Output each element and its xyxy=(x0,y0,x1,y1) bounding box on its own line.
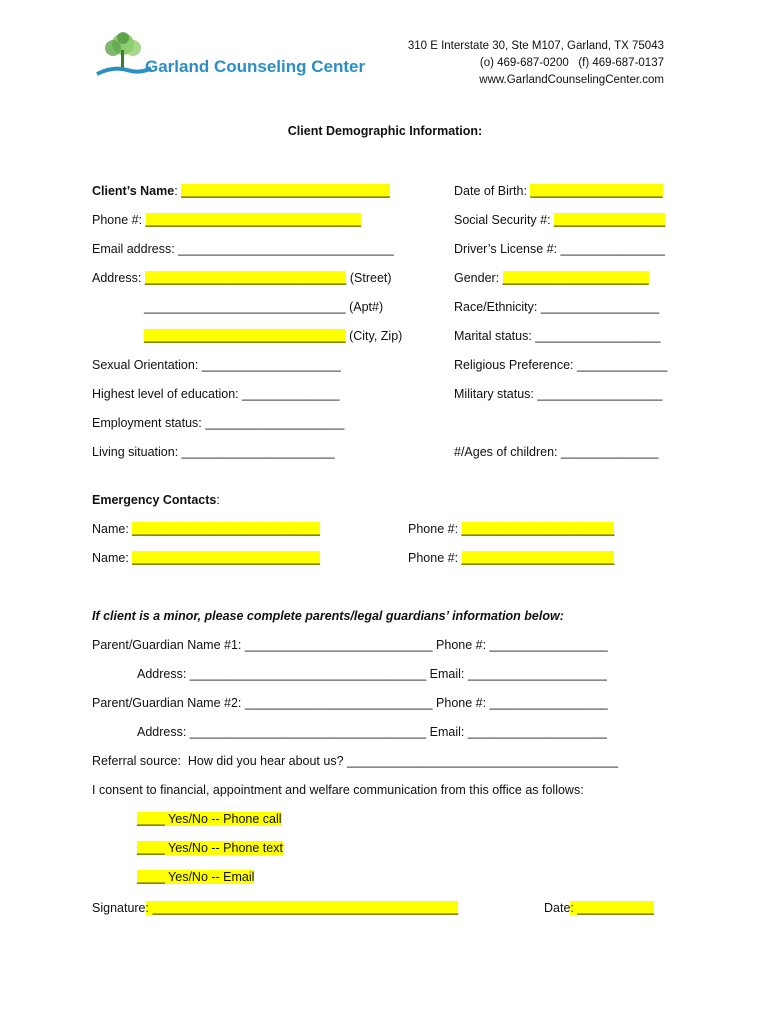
phone-label: Phone #: xyxy=(92,213,146,227)
emergency-name-field[interactable]: ___________________________ xyxy=(132,522,320,536)
sexual-orientation-field[interactable]: Sexual Orientation: ____________________ xyxy=(92,358,341,372)
living-field[interactable]: Living situation: ______________________ xyxy=(92,445,335,459)
guardian-1-field[interactable]: Parent/Guardian Name #1: ___________________________ Phone #: _________________ xyxy=(92,638,608,652)
street-row xyxy=(92,270,392,286)
signature-field[interactable]: : ____________________________________________ xyxy=(145,901,459,915)
emergency-phone-row-1 xyxy=(408,521,614,537)
religious-field[interactable]: Religious Preference: _____________ xyxy=(454,358,668,372)
guardian-2-field[interactable]: Parent/Guardian Name #2: ___________________________ Phone #: _________________ xyxy=(92,696,608,710)
emergency-name-label: Name: xyxy=(92,551,133,565)
emergency-heading xyxy=(92,492,220,508)
consent-phone-call[interactable] xyxy=(137,811,282,827)
emergency-phone-row-2 xyxy=(408,550,614,566)
ssn-row xyxy=(454,212,665,228)
phone-field[interactable]: _______________________________ xyxy=(145,213,362,227)
apt-field[interactable]: _____________________________ (Apt#) xyxy=(144,300,384,314)
children-field[interactable]: #/Ages of children: ______________ xyxy=(454,445,659,459)
header-phones: (o) 469-687-0200 (f) 469-687-0137 xyxy=(479,57,664,69)
referral-field[interactable]: Referral source: How did you hear about us? _______________________________________ xyxy=(92,754,619,768)
client-name-colon: : xyxy=(174,184,182,198)
street-suffix: (Street) xyxy=(346,271,392,285)
dob-row xyxy=(454,183,663,199)
race-field[interactable]: Race/Ethnicity: _________________ xyxy=(454,300,660,314)
guardian-1-address-field[interactable]: Address: __________________________________ Email: ____________________ xyxy=(137,667,607,681)
minor-heading: If client is a minor, please complete parents/legal guardians’ information below: xyxy=(92,609,564,623)
tree-logo-icon xyxy=(93,30,153,80)
consent-intro: I consent to financial, appointment and welfare communication from this office as follows: xyxy=(92,783,584,797)
header-address: 310 E Interstate 30, Ste M107, Garland, TX 75043 xyxy=(407,40,664,52)
phone-row xyxy=(92,212,361,228)
city-suffix: (City, Zip) xyxy=(345,329,403,343)
emergency-phone-field[interactable]: ______________________ xyxy=(461,551,615,565)
military-field[interactable]: Military status: __________________ xyxy=(454,387,663,401)
emergency-name-row-1 xyxy=(92,521,320,537)
client-name-field[interactable]: ______________________________ xyxy=(181,184,390,198)
emergency-phone-label: Phone #: xyxy=(408,551,462,565)
consent-email[interactable] xyxy=(137,869,254,885)
date-label: Date xyxy=(544,901,571,915)
date-field[interactable]: : ___________ xyxy=(570,901,654,915)
form-title: Client Demographic Information: xyxy=(287,124,483,138)
consent-phone-text[interactable] xyxy=(137,840,283,856)
city-field[interactable]: _____________________________ xyxy=(144,329,346,343)
gender-label: Gender: xyxy=(454,271,503,285)
client-name-label: Client’s Name xyxy=(92,184,175,198)
signature-label: Signature xyxy=(92,901,146,915)
guardian-2-address-field[interactable]: Address: __________________________________ Email: ____________________ xyxy=(137,725,607,739)
emergency-phone-label: Phone #: xyxy=(408,522,462,536)
gender-field[interactable]: _____________________ xyxy=(502,271,649,285)
address-label: Address: xyxy=(92,271,145,285)
street-field[interactable]: _____________________________ xyxy=(144,271,347,285)
marital-field[interactable]: Marital status: __________________ xyxy=(454,329,661,343)
gender-row xyxy=(454,270,649,286)
emergency-heading-colon: : xyxy=(216,493,220,507)
employment-field[interactable]: Employment status: ____________________ xyxy=(92,416,345,430)
logo xyxy=(93,30,366,82)
drivers-license-field[interactable]: Driver’s License #: _______________ xyxy=(454,242,665,256)
logo-text: Garland Counseling Center xyxy=(145,57,366,76)
emergency-name-label: Name: xyxy=(92,522,133,536)
emergency-name-row-2 xyxy=(92,550,320,566)
dob-label: Date of Birth: xyxy=(454,184,531,198)
ssn-field[interactable]: ________________ xyxy=(554,213,666,227)
education-field[interactable]: Highest level of education: ______________ xyxy=(92,387,340,401)
consent-phone-text-text[interactable]: ____ Yes/No -- Phone text xyxy=(137,841,283,855)
dob-field[interactable]: ___________________ xyxy=(530,184,663,198)
header-website[interactable]: www.GarlandCounselingCenter.com xyxy=(479,74,664,86)
city-row xyxy=(144,328,402,344)
emergency-phone-field[interactable]: ______________________ xyxy=(461,522,615,536)
date-row xyxy=(544,900,654,916)
consent-email-text[interactable]: ____ Yes/No -- Email xyxy=(137,870,255,884)
ssn-label: Social Security #: xyxy=(454,213,555,227)
emergency-name-field[interactable]: ___________________________ xyxy=(132,551,320,565)
client-name-row xyxy=(92,183,390,199)
signature-row xyxy=(92,900,458,916)
consent-phone-call-text[interactable]: ____ Yes/No -- Phone call xyxy=(137,812,282,826)
emergency-heading-text: Emergency Contacts xyxy=(92,493,217,507)
email-field[interactable]: Email address: _______________________________ xyxy=(92,242,394,256)
